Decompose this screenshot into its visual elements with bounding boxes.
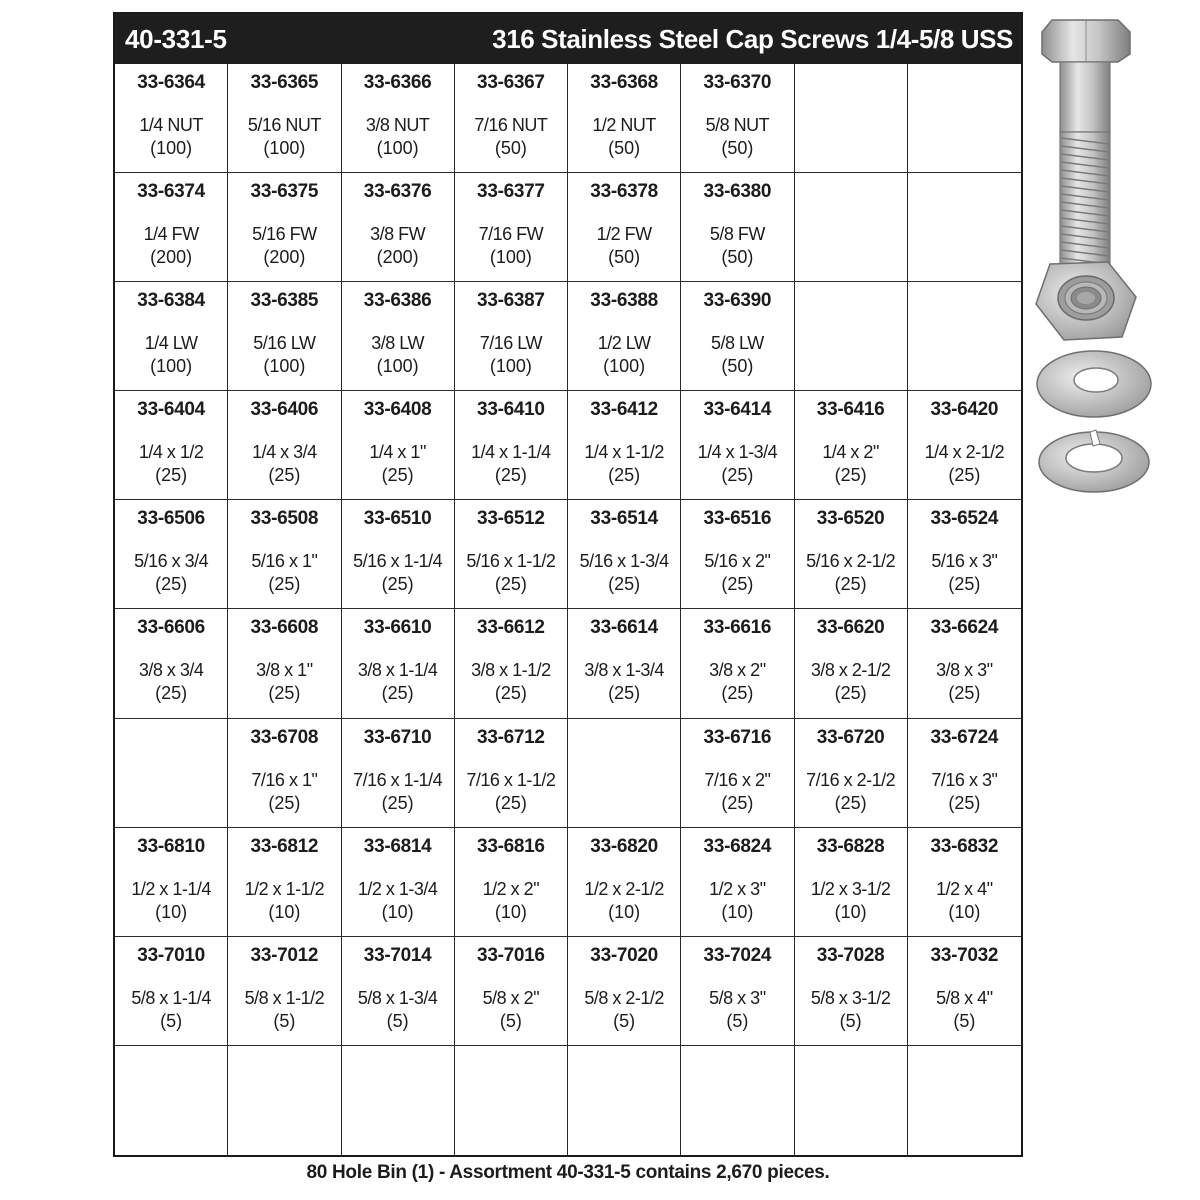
bin-cell [568, 173, 681, 282]
bin-cell [228, 828, 341, 937]
part-quantity: (25) [721, 574, 754, 595]
bin-cell [342, 173, 455, 282]
part-quantity: (25) [155, 683, 188, 704]
bin-cell [115, 173, 228, 282]
bin-cell [908, 609, 1021, 718]
part-description: 1/2 FW [596, 224, 652, 245]
part-description: 1/4 NUT [139, 115, 203, 135]
part-quantity: (25) [494, 792, 527, 813]
part-quantity: (25) [721, 792, 754, 813]
part-number: 33-6512 [477, 508, 545, 530]
part-quantity: (25) [834, 792, 867, 813]
part-number: 33-6710 [363, 726, 432, 748]
part-quantity: (100) [150, 138, 193, 158]
part-description: 5/16 x 1" [251, 551, 318, 572]
part-quantity: (100) [489, 247, 532, 268]
flat-washer-icon [1037, 351, 1151, 417]
part-number: 33-6364 [137, 72, 205, 93]
bin-cell [795, 828, 908, 937]
part-description: 1/2 x 3" [709, 878, 766, 899]
part-description: 7/16 FW [478, 224, 544, 245]
part-description: 5/16 LW [253, 333, 316, 354]
part-number: 33-6824 [703, 835, 772, 857]
bin-cell [681, 719, 794, 828]
part-quantity: (25) [381, 792, 414, 813]
part-quantity: (5) [499, 1010, 522, 1031]
bin-cell [342, 719, 455, 828]
bin-cell [568, 828, 681, 937]
bin-cell [228, 391, 341, 500]
bin-cell [681, 391, 794, 500]
part-quantity: (25) [608, 574, 641, 595]
part-description: 3/8 FW [370, 224, 426, 245]
empty-bin-cell [795, 282, 908, 391]
part-number: 33-6367 [477, 72, 545, 93]
bin-cell [681, 609, 794, 718]
part-quantity: (25) [268, 683, 301, 704]
bin-cell [681, 282, 794, 391]
part-description: 5/8 x 4" [936, 987, 993, 1008]
bin-cell [908, 719, 1021, 828]
part-description: 7/16 LW [479, 333, 542, 354]
empty-bin-cell [455, 1046, 568, 1155]
part-quantity: (25) [834, 683, 867, 704]
part-description: 1/4 x 3/4 [252, 442, 317, 463]
bin-cell [681, 173, 794, 282]
part-quantity: (50) [494, 138, 527, 158]
part-description: 7/16 x 1-1/4 [353, 769, 443, 790]
part-number: 33-6510 [363, 508, 432, 530]
bin-cell [228, 609, 341, 718]
part-quantity: (25) [381, 683, 414, 704]
part-number: 33-7024 [703, 944, 772, 966]
bin-cell [115, 64, 228, 173]
part-quantity: (10) [268, 901, 301, 922]
part-number: 33-6404 [137, 399, 205, 421]
part-description: 1/4 x 2-1/2 [924, 442, 1005, 463]
empty-bin-cell [115, 719, 228, 828]
bin-cell [342, 282, 455, 391]
bin-cell [228, 500, 341, 609]
empty-bin-cell [342, 1046, 455, 1155]
part-quantity: (200) [263, 247, 306, 268]
bin-cell [681, 500, 794, 609]
bin-cell [115, 391, 228, 500]
part-quantity: (50) [721, 356, 754, 377]
empty-bin-cell [908, 282, 1021, 391]
part-description: 3/8 x 3/4 [138, 660, 204, 681]
part-description: 5/16 x 1-1/4 [353, 551, 443, 572]
part-number: 33-6370 [703, 72, 772, 93]
bin-cell [568, 609, 681, 718]
part-number: 33-6620 [816, 617, 885, 639]
part-number: 33-6606 [137, 617, 205, 639]
bin-cell [455, 64, 568, 173]
bin-cell [115, 500, 228, 609]
bin-cell [681, 64, 794, 173]
part-quantity: (25) [834, 465, 867, 486]
part-number: 33-7014 [363, 944, 432, 966]
part-description: 1/4 x 1" [369, 442, 426, 463]
part-number: 33-6408 [363, 399, 432, 421]
part-quantity: (25) [381, 465, 414, 486]
part-quantity: (25) [494, 465, 527, 486]
part-description: 5/16 x 1-3/4 [579, 551, 669, 572]
part-number: 33-6387 [477, 290, 545, 312]
part-quantity: (50) [608, 247, 641, 268]
part-quantity: (25) [721, 465, 754, 486]
part-description: 5/16 FW [252, 224, 317, 245]
part-quantity: (25) [948, 683, 981, 704]
empty-bin-cell [795, 64, 908, 173]
bin-cell [795, 500, 908, 609]
part-quantity: (5) [386, 1010, 409, 1031]
empty-bin-cell [568, 1046, 681, 1155]
assortment-title: 316 Stainless Steel Cap Screws 1/4-5/8 USS [492, 23, 1013, 54]
empty-bin-cell [568, 719, 681, 828]
part-quantity: (50) [608, 138, 641, 158]
part-description: 1/2 NUT [592, 115, 656, 135]
bin-cell [342, 828, 455, 937]
part-number: 33-6832 [930, 835, 999, 857]
part-number: 33-6716 [703, 726, 772, 748]
part-quantity: (25) [268, 465, 301, 486]
empty-bin-cell [908, 64, 1021, 173]
part-description: 3/8 x 3" [936, 660, 993, 681]
part-number: 33-6508 [250, 508, 319, 530]
bin-grid [115, 64, 1021, 1155]
part-number: 33-6378 [590, 181, 658, 203]
part-quantity: (25) [155, 465, 188, 486]
bin-cell [115, 282, 228, 391]
part-number: 33-6612 [477, 617, 545, 639]
part-quantity: (100) [150, 356, 193, 377]
bin-cell [681, 828, 794, 937]
hex-nut-icon [1036, 262, 1136, 340]
part-quantity: (25) [608, 683, 641, 704]
part-description: 3/8 x 1-3/4 [584, 660, 664, 681]
part-number: 33-6366 [363, 72, 432, 93]
part-quantity: (25) [948, 574, 981, 595]
part-quantity: (5) [273, 1010, 296, 1031]
bin-cell [228, 64, 341, 173]
lock-washer-icon [1039, 430, 1149, 492]
part-description: 1/2 x 3-1/2 [810, 878, 891, 899]
part-number: 33-6377 [477, 181, 545, 203]
part-description: 5/8 x 1-3/4 [357, 987, 438, 1008]
part-number: 33-6385 [250, 290, 319, 312]
bin-cell [228, 173, 341, 282]
part-quantity: (25) [494, 574, 527, 595]
bin-cell [342, 500, 455, 609]
part-quantity: (10) [721, 901, 754, 922]
part-description: 5/16 x 3/4 [134, 551, 209, 572]
part-quantity: (10) [381, 901, 414, 922]
part-description: 5/8 x 1-1/2 [244, 987, 325, 1008]
part-quantity: (10) [834, 901, 867, 922]
bin-cell [455, 719, 568, 828]
bin-cell [342, 391, 455, 500]
part-description: 5/8 x 3" [709, 987, 766, 1008]
part-quantity: (5) [726, 1010, 749, 1031]
empty-bin-cell [795, 1046, 908, 1155]
part-description: 5/16 x 3" [931, 551, 998, 572]
part-description: 7/16 x 2-1/2 [806, 769, 896, 790]
part-description: 3/8 x 2-1/2 [810, 660, 891, 681]
part-number: 33-7016 [477, 944, 545, 966]
empty-bin-cell [795, 173, 908, 282]
part-description: 3/8 LW [371, 333, 424, 354]
part-number: 33-6384 [137, 290, 205, 312]
part-number: 33-6708 [250, 726, 319, 748]
bin-cell [455, 937, 568, 1046]
part-quantity: (100) [263, 138, 306, 158]
part-quantity: (10) [608, 901, 641, 922]
part-quantity: (100) [603, 356, 646, 377]
bin-cell [795, 937, 908, 1046]
bin-cell [568, 500, 681, 609]
bin-cell [908, 937, 1021, 1046]
part-description: 5/16 x 2-1/2 [806, 551, 896, 572]
part-quantity: (10) [494, 901, 527, 922]
part-number: 33-6386 [363, 290, 432, 312]
part-description: 1/4 x 1-3/4 [697, 442, 778, 463]
part-quantity: (25) [494, 683, 527, 704]
part-description: 1/2 x 1-1/4 [131, 878, 211, 899]
part-description: 7/16 x 2" [704, 769, 771, 790]
bin-cell [455, 282, 568, 391]
part-number: 33-6810 [137, 835, 205, 857]
bin-cell [795, 719, 908, 828]
part-quantity: (25) [608, 465, 641, 486]
part-description: 3/8 x 1-1/2 [471, 660, 551, 681]
part-description: 7/16 NUT [474, 115, 548, 135]
part-number: 33-7010 [137, 944, 205, 966]
empty-bin-cell [681, 1046, 794, 1155]
part-quantity: (100) [263, 356, 306, 377]
part-number: 33-6828 [816, 835, 885, 857]
bin-cell [455, 391, 568, 500]
bin-cell [681, 937, 794, 1046]
part-number: 33-7012 [250, 944, 319, 966]
bin-cell [455, 828, 568, 937]
part-number: 33-6720 [816, 726, 885, 748]
part-quantity: (100) [376, 356, 419, 377]
part-description: 5/8 LW [711, 333, 764, 354]
part-number: 33-6610 [363, 617, 432, 639]
part-description: 5/16 NUT [247, 115, 321, 135]
part-description: 1/4 x 1-1/4 [471, 442, 551, 463]
sheet-header [115, 14, 1021, 64]
part-number: 33-6814 [363, 835, 432, 857]
bin-cell [228, 719, 341, 828]
bin-cell [568, 282, 681, 391]
bin-cell [228, 937, 341, 1046]
part-description: 5/16 x 1-1/2 [466, 551, 556, 572]
part-description: 5/8 x 2" [482, 987, 540, 1008]
part-number: 33-6414 [703, 399, 772, 421]
part-number: 33-7032 [930, 944, 999, 966]
part-quantity: (100) [376, 138, 419, 158]
part-description: 1/2 x 1-3/4 [357, 878, 438, 899]
part-number: 33-6816 [477, 835, 545, 857]
part-quantity: (200) [150, 247, 193, 268]
part-quantity: (5) [839, 1010, 862, 1031]
part-description: 7/16 x 3" [931, 769, 998, 790]
part-number: 33-6376 [363, 181, 432, 203]
bin-cell [908, 500, 1021, 609]
bin-cell [228, 282, 341, 391]
part-description: 1/4 x 2" [822, 442, 879, 463]
part-quantity: (10) [948, 901, 981, 922]
part-description: 3/8 x 1" [256, 660, 313, 681]
part-number: 33-6380 [703, 181, 772, 203]
part-number: 33-6614 [590, 617, 658, 639]
bin-cell [115, 609, 228, 718]
part-quantity: (5) [160, 1010, 183, 1031]
part-number: 33-7020 [590, 944, 658, 966]
bin-cell [795, 391, 908, 500]
part-quantity: (50) [721, 247, 754, 268]
empty-bin-cell [115, 1046, 228, 1155]
part-description: 5/8 FW [709, 224, 765, 245]
empty-bin-cell [908, 173, 1021, 282]
part-quantity: (25) [268, 574, 301, 595]
part-number: 33-6410 [477, 399, 545, 421]
part-number: 33-6514 [590, 508, 658, 530]
part-number: 33-6724 [930, 726, 999, 748]
hex-bolt-icon [1042, 20, 1130, 284]
part-number: 33-6374 [137, 181, 205, 203]
part-description: 1/4 x 1/2 [138, 442, 204, 463]
bin-cell [455, 500, 568, 609]
part-description: 5/16 x 2" [704, 551, 771, 572]
part-number: 33-6524 [930, 508, 999, 530]
bin-cell [342, 609, 455, 718]
part-number: 33-6624 [930, 617, 999, 639]
part-quantity: (100) [489, 356, 532, 377]
part-description: 1/2 x 4" [936, 878, 993, 899]
part-quantity: (25) [948, 465, 981, 486]
bin-cell [908, 828, 1021, 937]
part-number: 33-6406 [250, 399, 319, 421]
part-number: 33-6520 [816, 508, 885, 530]
part-quantity: (25) [155, 574, 188, 595]
part-quantity: (200) [376, 247, 419, 268]
bin-cell [342, 64, 455, 173]
empty-bin-cell [908, 1046, 1021, 1155]
bin-cell [455, 609, 568, 718]
part-quantity: (25) [834, 574, 867, 595]
part-description: 1/2 x 2" [482, 878, 540, 899]
part-description: 1/2 x 2-1/2 [584, 878, 664, 899]
part-number: 33-6712 [477, 726, 545, 748]
bin-cell [908, 391, 1021, 500]
part-description: 1/4 LW [144, 333, 198, 354]
part-description: 3/8 x 1-1/4 [357, 660, 438, 681]
assortment-sheet [113, 12, 1023, 1157]
part-description: 1/4 x 1-1/2 [584, 442, 664, 463]
part-quantity: (10) [155, 901, 188, 922]
part-quantity: (5) [613, 1010, 636, 1031]
part-number: 33-6368 [590, 72, 658, 93]
part-quantity: (5) [953, 1010, 976, 1031]
part-description: 1/2 x 1-1/2 [244, 878, 325, 899]
part-description: 7/16 x 1" [251, 769, 318, 790]
part-number: 33-6608 [250, 617, 319, 639]
part-number: 33-6420 [930, 399, 999, 421]
footer-note: 80 Hole Bin (1) - Assortment 40-331-5 contains 2,670 pieces. [306, 1162, 830, 1183]
empty-bin-cell [228, 1046, 341, 1155]
part-number: 33-6616 [703, 617, 772, 639]
bin-cell [115, 828, 228, 937]
bin-cell [342, 937, 455, 1046]
part-number: 33-6412 [590, 399, 658, 421]
part-description: 3/8 x 2" [709, 660, 766, 681]
part-description: 5/8 x 2-1/2 [584, 987, 664, 1008]
part-description: 3/8 NUT [365, 115, 430, 135]
part-number: 33-6375 [250, 181, 319, 203]
part-description: 1/4 FW [143, 224, 199, 245]
part-quantity: (25) [721, 683, 754, 704]
bin-cell [455, 173, 568, 282]
part-quantity: (25) [381, 574, 414, 595]
part-description: 5/8 x 3-1/2 [810, 987, 891, 1008]
part-number: 33-6812 [250, 835, 319, 857]
part-quantity: (25) [268, 792, 301, 813]
bin-cell [568, 937, 681, 1046]
bin-cell [115, 937, 228, 1046]
part-number: 33-6820 [590, 835, 658, 857]
part-number: 33-6365 [250, 72, 319, 93]
part-number: 33-7028 [816, 944, 885, 966]
part-quantity: (25) [948, 792, 981, 813]
part-number: 33-6416 [816, 399, 885, 421]
part-description: 5/8 x 1-1/4 [131, 987, 211, 1008]
part-number: 33-6516 [703, 508, 772, 530]
assortment-code: 40-331-5 [125, 23, 227, 54]
bin-cell [795, 609, 908, 718]
part-number: 33-6388 [590, 290, 658, 312]
part-description: 7/16 x 1-1/2 [466, 769, 556, 790]
hardware-illustration [1030, 12, 1155, 502]
part-quantity: (50) [721, 138, 754, 158]
part-number: 33-6390 [703, 290, 772, 312]
part-number: 33-6506 [137, 508, 205, 530]
bin-cell [568, 391, 681, 500]
part-description: 1/2 LW [597, 333, 651, 354]
bin-cell [568, 64, 681, 173]
part-description: 5/8 NUT [705, 115, 770, 135]
